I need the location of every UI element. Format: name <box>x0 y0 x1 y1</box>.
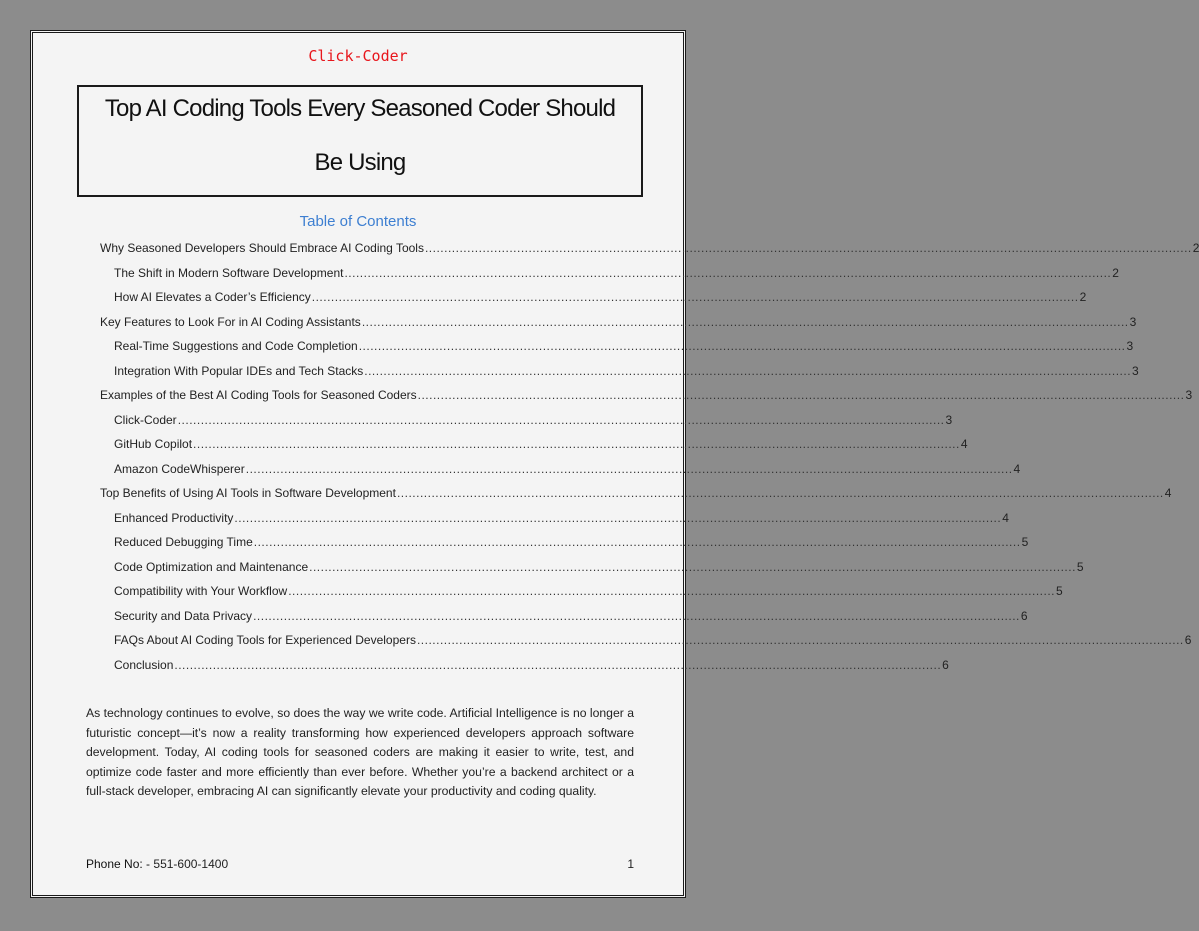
toc-entry[interactable] <box>100 579 1063 604</box>
toc-leader-dots: ........................................................................................................................................................................................................ <box>253 535 1021 549</box>
toc-entry-title: FAQs About AI Coding Tools for Experienced Developers <box>114 633 416 647</box>
toc-leader-dots: ........................................................................................................................................................................................................ <box>309 559 1076 574</box>
toc-leader-dots: ........................................................................................................................................................................................................ <box>416 633 1184 647</box>
phone-label: Phone No: - <box>86 857 151 871</box>
toc-entry-page: 2 <box>1192 241 1199 255</box>
toc-entry-page: 2 <box>1079 290 1087 304</box>
toc-entry-page: 4 <box>1013 461 1021 476</box>
toc-entry-page: 5 <box>1055 584 1063 598</box>
toc-entry-page: 4 <box>1164 486 1172 500</box>
toc-entry-title: Top Benefits of Using AI Tools in Software Development <box>100 486 396 500</box>
toc-leader-dots: ........................................................................................................................................................................................................ <box>417 388 1185 402</box>
toc-entry-title: Security and Data Privacy <box>114 608 253 623</box>
phone-number: 551-600-1400 <box>153 857 229 871</box>
toc-entry-title: Click-Coder <box>114 412 177 427</box>
title-line-2: Be Using <box>314 149 406 176</box>
toc-leader-dots: ........................................................................................................................................................................................................ <box>424 241 1192 255</box>
toc-entry-page: 6 <box>1020 608 1028 623</box>
toc-entry-title: Examples of the Best AI Coding Tools for Seasoned Coders <box>100 388 417 402</box>
toc-entry[interactable] <box>100 653 949 678</box>
toc-entry[interactable] <box>100 555 1084 580</box>
toc-leader-dots: ........................................................................................................................................................................................................ <box>288 584 1055 598</box>
toc-leader-dots: ........................................................................................................................................................................................................ <box>193 437 960 451</box>
toc-entry[interactable] <box>100 506 1009 531</box>
toc-leader-dots: ........................................................................................................................................................................................................ <box>177 412 945 427</box>
toc-leader-dots: ........................................................................................................................................................................................................ <box>234 510 1002 525</box>
toc-entry-page: 3 <box>1185 388 1193 402</box>
toc-entry-title: Compatibility with Your Workflow <box>114 584 288 598</box>
toc-entry-title: Amazon CodeWhisperer <box>114 461 245 476</box>
toc-entry-page: 6 <box>1184 633 1192 647</box>
toc-entry-title: Real-Time Suggestions and Code Completion <box>114 339 358 353</box>
toc-leader-dots: ........................................................................................................................................................................................................ <box>364 363 1132 378</box>
toc-entry-page: 3 <box>1132 363 1139 378</box>
brand-header: Click-Coder <box>308 47 408 65</box>
toc-entry-title: How AI Elevates a Coder’s Efficiency <box>114 290 311 304</box>
toc-entry-title: Reduced Debugging Time <box>114 535 253 549</box>
toc-leader-dots: ........................................................................................................................................................................................................ <box>174 657 942 672</box>
toc-entry[interactable] <box>100 457 1021 482</box>
toc-entry-title: Enhanced Productivity <box>114 510 234 525</box>
table-of-contents <box>100 236 1199 677</box>
toc-entry[interactable] <box>100 236 1199 261</box>
title-box <box>77 85 643 197</box>
page-footer <box>86 857 634 871</box>
toc-entry-page: 3 <box>945 412 953 427</box>
toc-entry[interactable] <box>100 530 1029 555</box>
page-number: 1 <box>627 857 634 871</box>
toc-entry-page: 3 <box>1129 314 1137 329</box>
toc-entry[interactable] <box>100 310 1137 335</box>
toc-entry[interactable] <box>100 604 1028 629</box>
toc-entry[interactable] <box>100 383 1193 408</box>
title-line-1: Top AI Coding Tools Every Seasoned Coder Should <box>104 95 616 122</box>
toc-leader-dots: ........................................................................................................................................................................................................ <box>361 314 1129 329</box>
toc-leader-dots: ........................................................................................................................................................................................................ <box>358 339 1126 353</box>
toc-entry[interactable] <box>100 408 953 433</box>
toc-entry[interactable] <box>100 481 1172 506</box>
toc-entry-page: 4 <box>960 437 968 451</box>
toc-leader-dots: ........................................................................................................................................................................................................ <box>253 608 1020 623</box>
toc-entry-title: Why Seasoned Developers Should Embrace AI Coding Tools <box>100 241 424 255</box>
toc-entry-title: Key Features to Look For in AI Coding Assistants <box>100 314 361 329</box>
toc-entry-page: 6 <box>942 657 949 672</box>
toc-heading: Table of Contents <box>299 213 417 230</box>
toc-entry[interactable] <box>100 285 1087 310</box>
toc-leader-dots: ........................................................................................................................................................................................................ <box>344 265 1112 280</box>
toc-entry-page: 4 <box>1002 510 1009 525</box>
toc-leader-dots: ........................................................................................................................................................................................................ <box>311 290 1079 304</box>
toc-entry-title: GitHub Copilot <box>114 437 193 451</box>
toc-entry[interactable] <box>100 359 1139 384</box>
toc-entry[interactable] <box>100 432 968 457</box>
toc-entry-page: 5 <box>1076 559 1084 574</box>
toc-entry[interactable] <box>100 261 1119 286</box>
toc-entry-title: Conclusion <box>114 657 174 672</box>
toc-entry-page: 5 <box>1021 535 1029 549</box>
toc-entry-title: Integration With Popular IDEs and Tech Stacks <box>114 363 364 378</box>
toc-entry-page: 2 <box>1112 265 1119 280</box>
toc-entry[interactable] <box>100 334 1134 359</box>
toc-leader-dots: ........................................................................................................................................................................................................ <box>245 461 1013 476</box>
document-page <box>30 30 1199 898</box>
toc-entry-title: Code Optimization and Maintenance <box>114 559 309 574</box>
phone-info <box>86 857 228 871</box>
intro-paragraph: As technology continues to evolve, so does the way we write code. Artificial Intelligence is no longer a futuristic concept—it’s now a reality transforming how experienced developers approach software development. Today, AI coding tools for seasoned coders are making it easier to write, test, and optimize code faster and more efficiently than ever before. Whether you’re a backend architect or a full-stack developer, embracing AI can significantly elevate your productivity and coding quality. <box>86 706 634 798</box>
toc-entry[interactable] <box>100 628 1192 653</box>
toc-leader-dots: ........................................................................................................................................................................................................ <box>396 486 1164 500</box>
toc-entry-title: The Shift in Modern Software Development <box>114 265 344 280</box>
toc-entry-page: 3 <box>1126 339 1134 353</box>
